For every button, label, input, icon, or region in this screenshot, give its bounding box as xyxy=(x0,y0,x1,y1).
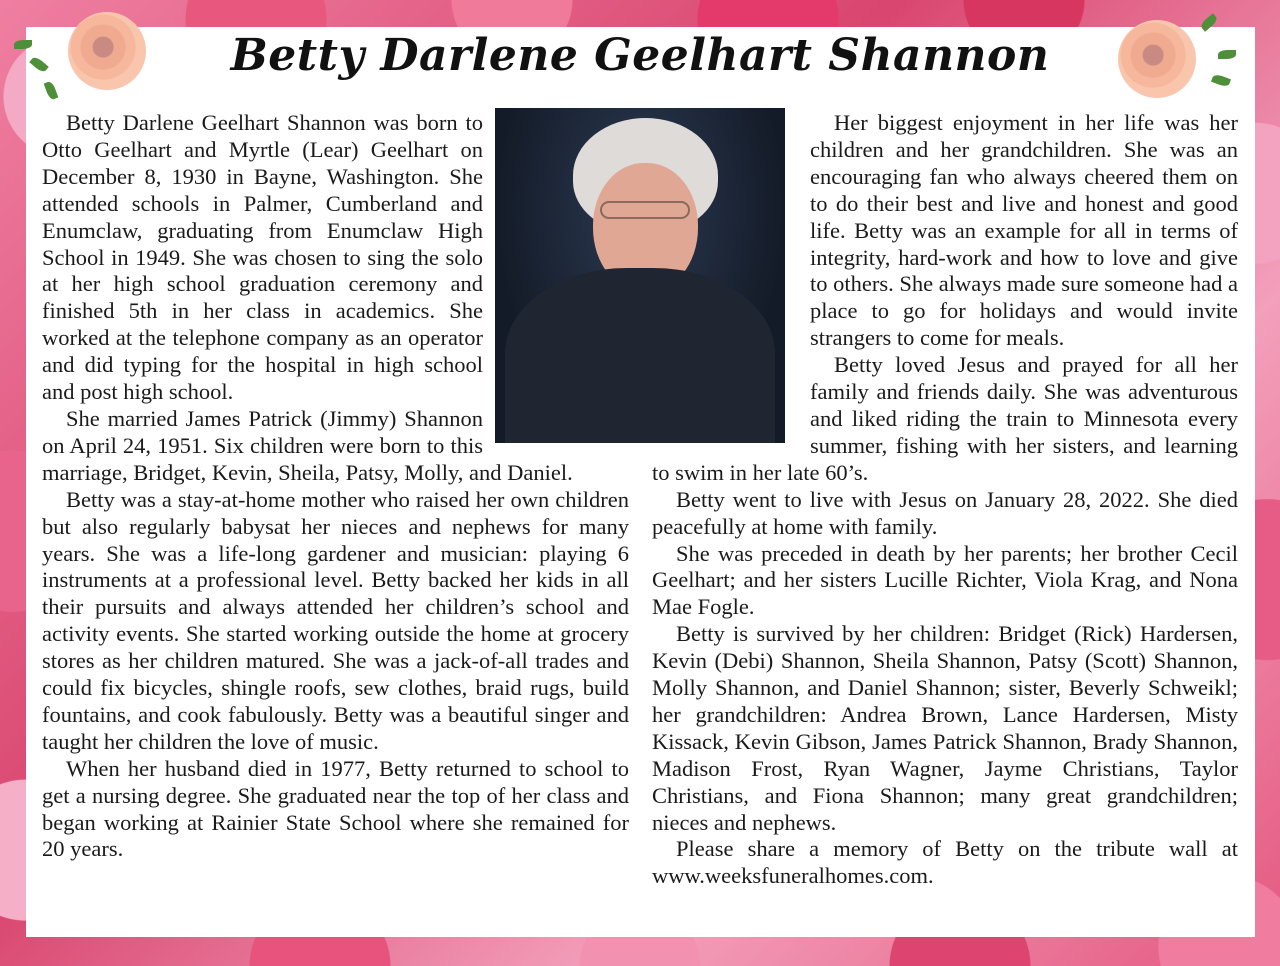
tribute-wall-link[interactable]: Please share a memory of Betty on the tribute wall at www.weeksfuneralhomes.com. xyxy=(652,836,1238,889)
paragraph: When her husband died in 1977, Betty returned to school to get a nursing degree. She graduated near the top of her class and began working at Rainier State School where she remained for 20 years. xyxy=(42,755,629,862)
paragraph: Betty was a stay-at-home mother who raised her own children but also regularly babysat her nieces and nephews for many years. She was a life-long gardener and musician: playing 6 instruments at a professional level. Betty backed her kids in all their pursuits and always attended her children’s school and activity events. She started working outside the home at grocery stores as her children matured. She was a jack-of-all trades and could fix bicycles, shingle roofs, sew clothes, braid rugs, build fountains, and cook fabulously. Betty was a beautiful singer and taught her children the love of music. xyxy=(42,486,629,754)
paragraph: She was preceded in death by her parents; her brother Cecil Geelhart; and her sisters Lucille Richter, Viola Krag, and Nona Mae Fogle. xyxy=(652,540,1238,620)
paragraph: Betty is survived by her children: Bridget (Rick) Hardersen, Kevin (Debi) Shannon, Sheila Shannon, Patsy (Scott) Shannon, Molly Shannon, and Daniel Shannon; sister, Beverly Schweikl; her grandchildren: Andrea Brown, Lance Hardersen, Misty Kissack, Kevin Gibson, James Patrick Shannon, Brady Shannon, Madison Frost, Ryan Wagner, Jayme Christians, Taylor Christians, and Fiona Shannon; many great grandchildren; nieces and nephews. xyxy=(652,621,1238,835)
right-column xyxy=(652,110,1238,890)
left-column xyxy=(42,110,629,863)
paragraph: She married James Patrick (Jimmy) Shannon on April 24, 1951. Six children were born to this marriage, Bridget, Kevin, Sheila, Patsy, Molly, and Daniel. xyxy=(42,405,573,485)
paragraph: Her biggest enjoyment in her life was her children and her grandchildren. She was an encouraging fan who always cheered them on to do their best and live and honest and good life. Betty was an example for all in terms of integrity, hard-work and how to love and give to others. She always made sure someone had a place to go for holidays and would invite strangers to come for meals. xyxy=(810,110,1239,351)
paragraph: Betty loved Jesus and prayed for all her family and friends daily. She was adventurous and liked riding the train to Minnesota every summer, fishing with her sisters, and learning to swim in her late 60’s. xyxy=(652,352,1238,485)
paragraph: Betty Darlene Geelhart Shannon was born to Otto Geelhart and Myrtle (Lear) Geelhart on December 8, 1930 in Bayne, Washington. She attended schools in Palmer, Cumberland and Enumclaw, graduating from Enumclaw High School in 1949. She was chosen to sing the solo at her high school graduation ceremony and finished 5th in her class in academics. She worked at the telephone company as an operator and did typing for the hospital in high school and post high school. xyxy=(42,110,483,405)
paragraph: Betty went to live with Jesus on January 28, 2022. She died peacefully at home with family. xyxy=(652,486,1238,539)
page-title: Betty Darlene Geelhart Shannon xyxy=(230,30,1050,81)
